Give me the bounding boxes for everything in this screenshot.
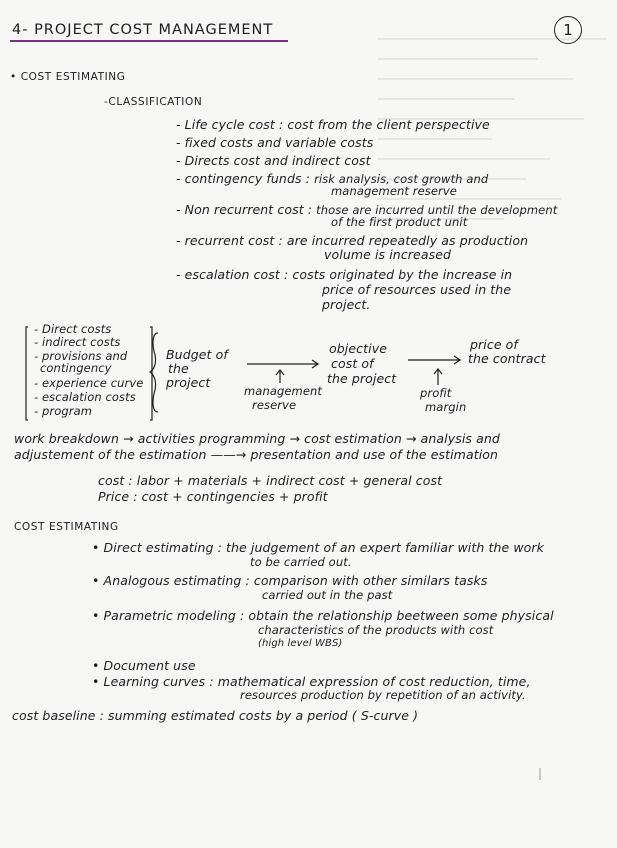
classification-item-contingency: - contingency funds : risk analysis, cost growth and <box>176 171 489 186</box>
process-flow-line-2: adjustement of the estimation ——→ presentation and use of the estimation <box>14 447 499 462</box>
budget-box-line-1: Budget of <box>166 347 228 362</box>
management-reserve-line-1: management <box>244 384 323 398</box>
diagram-list-item-provisions: - provisions and <box>34 349 128 363</box>
profit-margin-line-1: profit <box>420 386 452 400</box>
page-number: 1 <box>554 16 582 44</box>
classification-item-life-cycle: - Life cycle cost : cost from the client perspective <box>176 117 490 132</box>
method-parametric-line-2: characteristics of the products with cost <box>258 623 494 637</box>
method-parametric-line-3: (high level WBS) <box>258 638 343 649</box>
management-reserve-line-2: reserve <box>252 398 297 412</box>
curly-brace <box>150 333 158 412</box>
classification-item-recurrent: - recurrent cost : are incurred repeatedly as production <box>176 233 529 248</box>
method-learning-curves: • Learning curves : mathematical expression of cost reduction, time, <box>92 674 531 689</box>
method-direct-estimating: • Direct estimating : the judgement of an expert familiar with the work <box>92 540 544 555</box>
escalation-definition-line-3: project. <box>322 297 371 312</box>
contingency-definition-line-2: management reserve <box>331 184 457 198</box>
method-learning-line-2: resources production by repetition of an activity. <box>240 688 526 702</box>
method-analogous-estimating: • Analogous estimating : comparison with other similars tasks <box>92 573 488 588</box>
classification-label: -CLASSIFICATION <box>104 96 203 108</box>
recurrent-definition-line-2: volume is increased <box>324 247 452 262</box>
method-document-use: • Document use <box>92 658 196 673</box>
list-left-bracket <box>26 327 28 420</box>
diagram-list-item-indirect: - indirect costs <box>34 335 121 349</box>
section-heading-methods: COST ESTIMATING <box>14 521 119 533</box>
classification-item-non-recurrent: - Non recurrent cost : those are incurred until the development <box>176 202 558 217</box>
price-formula: Price : cost + contingencies + profit <box>98 489 328 504</box>
diagram-list-item-program: - program <box>34 404 93 418</box>
section-heading-cost-estimating: • COST ESTIMATING <box>10 71 126 83</box>
objective-cost-line-1: objective <box>329 341 387 356</box>
cost-formula: cost : labor + materials + indirect cost + general cost <box>98 473 443 488</box>
objective-cost-line-3: the project <box>327 371 397 386</box>
page-title: 4- PROJECT COST MANAGEMENT <box>12 22 274 38</box>
method-direct-line-2: to be carried out. <box>250 555 352 569</box>
process-flow-line-1: work breakdown → activities programming → cost estimation → analysis and <box>14 431 500 446</box>
cost-baseline: cost baseline : summing estimated costs by a period ( S-curve ) <box>12 708 419 723</box>
diagram-list-item-contingency: contingency <box>40 361 112 375</box>
classification-item-escalation: - escalation cost : costs originated by the increase in <box>176 267 513 282</box>
classification-item-fixed-variable: - fixed costs and variable costs <box>176 135 374 150</box>
objective-cost-line-2: cost of <box>331 356 374 371</box>
diagram-list-item-experience: - experience curve <box>34 376 144 390</box>
escalation-definition-line-2: price of resources used in the <box>322 282 512 297</box>
contract-price-line-2: the contract <box>468 351 546 366</box>
method-parametric-modeling: • Parametric modeling : obtain the relationship beetween some physical <box>92 608 554 623</box>
classification-item-direct-indirect: - Directs cost and indirect cost <box>176 153 371 168</box>
budget-box-line-3: project <box>166 375 211 390</box>
method-analogous-line-2: carried out in the past <box>262 588 393 602</box>
non-recurrent-definition-line-2: of the first product unit <box>331 215 468 229</box>
diagram-list-item-escalation: - escalation costs <box>34 390 136 404</box>
profit-margin-line-2: margin <box>425 400 467 414</box>
budget-box-line-2: the <box>168 361 189 376</box>
contract-price-line-1: price of <box>470 337 518 352</box>
diagram-list-item-direct: - Direct costs <box>34 322 112 336</box>
